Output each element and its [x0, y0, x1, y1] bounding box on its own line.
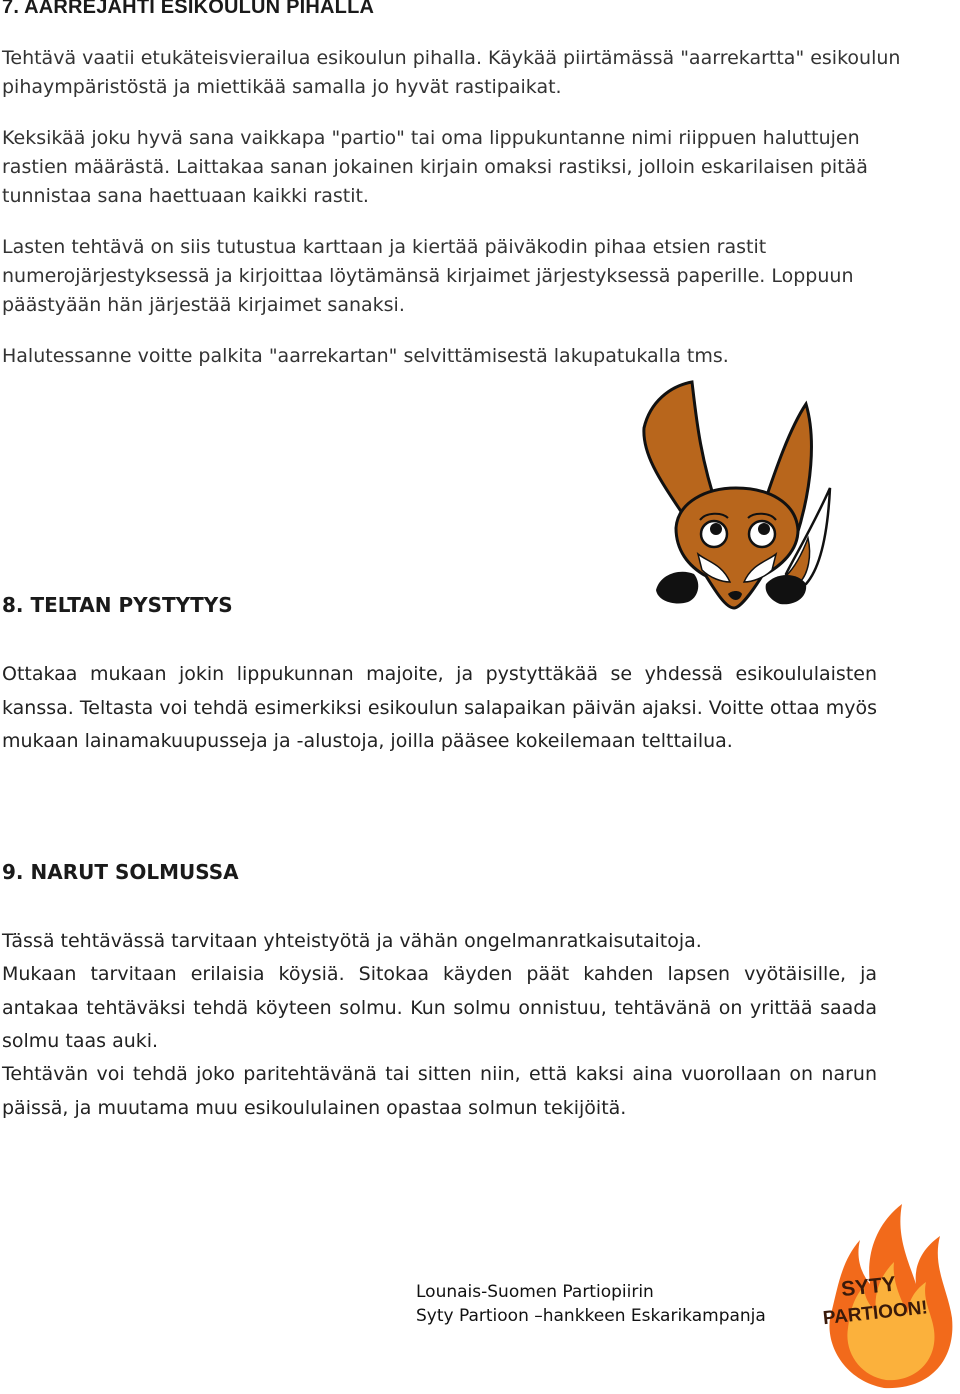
section-7-paragraph-2: Keksikää joku hyvä sana vaikkapa "partio" tai oma lippukuntanne nimi riippuen haluttujen rastien määrästä. Laittakaa sanan jokainen kirjain omaksi rastiksi, jolloin eskarilaisen pitää tunnistaa sana haettuaan kaikki rastit.: [2, 127, 868, 207]
section-9-paragraph-3: Tehtävän voi tehdä joko paritehtävänä tai sitten niin, että kaksi aina vuorollaan on narun päissä, ja muutama muu esikoululainen opastaa solmun tekijöitä.: [2, 1063, 877, 1119]
section-7-heading: 7. AARREJAHTI ESIKOULUN PIHALLA: [2, 0, 375, 18]
footer-campaign: Syty Partioon –hankkeen Eskarikampanja: [416, 1306, 766, 1326]
logo-text-line-2: PARTIOON!: [821, 1297, 929, 1330]
section-9-heading: 9. NARUT SOLMUSSA: [2, 860, 239, 884]
section-8-heading: 8. TELTAN PYSTYTYS: [2, 593, 233, 617]
section-9-paragraph-1: Tässä tehtävässä tarvitaan yhteistyötä ja vähän ongelmanratkaisutaitoja.: [2, 930, 702, 952]
footer: [416, 1280, 766, 1328]
fox-mascot-image: [636, 378, 832, 610]
syty-partioon-flame-logo: [812, 1200, 958, 1390]
logo-text-line-1: SYTY: [840, 1272, 898, 1302]
section-9-paragraph-2: Mukaan tarvitaan erilaisia köysiä. Sitokaa käyden päät kahden lapsen vyötäisille, ja antakaa tehtäväksi tehdä köyteen solmu. Kun solmu onnistuu, tehtävänä on yrittää saada solmu taas auki.: [2, 963, 877, 1052]
section-7-paragraph-1: Tehtävä vaatii etukäteisvierailua esikoulun pihalla. Käykää piirtämässä "aarrekartta" esikoulun pihaympäristöstä ja miettikää samalla jo hyvät rastipaikat.: [2, 47, 901, 98]
section-7-paragraph-4: Halutessanne voitte palkita "aarrekartan" selvittämisestä lakupatukalla tms.: [2, 345, 729, 367]
footer-organization: Lounais-Suomen Partiopiirin: [416, 1282, 654, 1302]
section-8-paragraph-1: Ottakaa mukaan jokin lippukunnan majoite, ja pystyttäkää se yhdessä esikoululaisten kanssa. Teltasta voi tehdä esimerkiksi esikoulun salapaikan päivän ajaksi. Voitte ottaa myös mukaan lainamakuupusseja ja -alustoja, joilla pääsee kokeilemaan telttailua.: [2, 663, 877, 752]
section-7-paragraph-3: Lasten tehtävä on siis tutustua karttaan ja kiertää päiväkodin pihaa etsien rastit numerojärjestyksessä ja kirjoittaa löytämänsä kirjaimet järjestyksessä paperille. Loppuun päästyään hän järjestää kirjaimet sanaksi.: [2, 236, 854, 316]
